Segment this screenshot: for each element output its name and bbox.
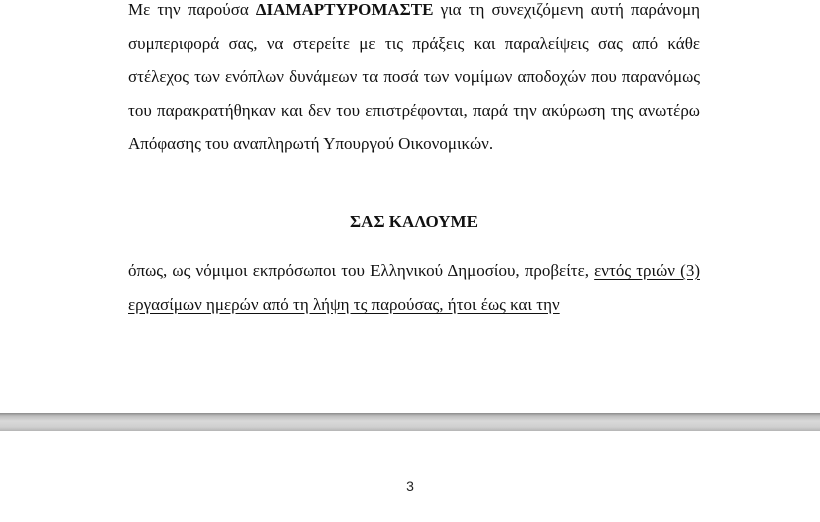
protest-paragraph-suffix: για τη συνεχιζόμενη αυτή παράνομη συμπεριφορά σας, να στερείτε με τις πράξεις και παραλείψεις σας από κάθε στέλεχος των ενόπλων δυνάμεων τα ποσά των νομίμων αποδοχών που παρανόμως του παρακρατήθηκαν και δεν του επιστρέφονται, παρά την ακύρωση της ανωτέρω Απόφασης του αναπληρωτή Υπουργού Οικονομικών.: [128, 0, 700, 154]
page-separator: [0, 413, 820, 431]
protest-emphasis: ΔΙΑΜΑΡΤΥΡΟΜΑΣΤΕ: [255, 0, 434, 19]
protest-paragraph-prefix: Με την παρούσα: [128, 0, 256, 19]
page-number: 3: [406, 478, 414, 494]
next-page-footer-area: [0, 431, 820, 522]
request-paragraph: [128, 254, 700, 321]
section-heading: ΣΑΣ ΚΑΛΟΥΜΕ: [350, 212, 478, 231]
request-paragraph-prefix: όπως, ως νόμιμοι εκπρόσωποι του Ελληνικού Δημοσίου, προβείτε,: [128, 261, 595, 280]
request-deadline-underlined: εντός τριών (3) εργασίμων ημερών από τη λήψη τς παρούσας, ήτοι έως και την: [128, 261, 700, 314]
protest-paragraph: [128, 0, 700, 161]
